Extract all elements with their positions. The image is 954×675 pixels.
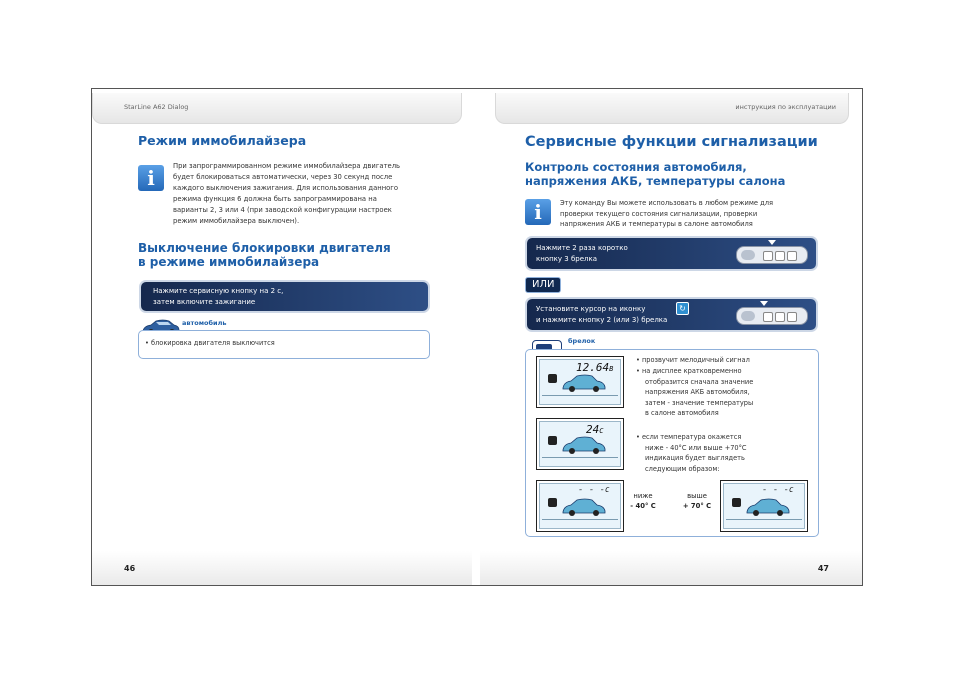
bullet-melody: • прозвучит мелодичный сигнал — [636, 356, 750, 364]
disable-title: Выключение блокировки двигателя в режиме иммобилайзера — [138, 241, 391, 269]
car-display-icon — [562, 497, 606, 517]
result-bullet: • блокировка двигателя выключится — [145, 339, 275, 347]
car-display-icon — [562, 435, 606, 455]
info-icon: i — [138, 165, 164, 191]
lcd-status-row — [542, 519, 618, 526]
car-display-icon — [562, 373, 606, 393]
right-header-text: инструкция по эксплуатации — [735, 103, 836, 111]
below-value: - 40° С — [630, 502, 656, 510]
step2-box: Установите курсор на иконку и нажмите кнопку 2 (или 3) брелка ↻ — [527, 299, 816, 330]
right-page-number: 47 — [817, 564, 829, 573]
car-display-icon — [746, 497, 790, 517]
lcd-voltage-value: 12.64В — [576, 361, 614, 374]
lcd-above-range — [720, 480, 808, 532]
immobilizer-info: При запрограммированном режиме иммобилайзера двигатель будет блокироваться автоматически, через 30 секунд после каждого выключения зажигания. Для использования данного режима функция 6 должна быть запрограммирована на варианты 2, 3 или 4 (при заводской конфигурации настроек режим иммобилайзера выключен). — [173, 162, 401, 225]
keyfob-icon — [736, 307, 808, 325]
fob-arrow-icon — [760, 301, 768, 306]
service-title: Сервисные функции сигнализации — [525, 134, 818, 150]
lcd-status-row — [542, 395, 618, 402]
lcd-dash-value: - - -С — [578, 485, 610, 495]
step1-box: Нажмите 2 раза коротко кнопку 3 брелка — [527, 238, 816, 269]
or-label: ИЛИ — [525, 277, 561, 293]
right-header — [495, 93, 849, 124]
left-header — [92, 93, 462, 124]
left-page-number: 46 — [124, 564, 136, 573]
car-label: автомобиль — [182, 319, 227, 327]
left-page — [92, 89, 472, 585]
lcd-below-range — [536, 480, 624, 532]
bullet-display: • на дисплее кратковременно отобразится сначала значение напряжения АКБ автомобиля, затем - значение температуры в салоне автомобиля — [636, 367, 754, 417]
lock-icon — [548, 498, 557, 507]
above-value: + 70° С — [682, 502, 712, 510]
right-page — [480, 89, 862, 585]
fob-arrow-icon — [768, 240, 776, 245]
fob-display-box — [525, 349, 819, 537]
immobilizer-title: Режим иммобилайзера — [138, 133, 307, 148]
info-icon: i — [525, 199, 551, 225]
lcd-status-row — [726, 519, 802, 526]
keyfob-icon — [736, 246, 808, 264]
lcd-voltage — [536, 356, 624, 408]
left-header-text: StarLine A62 Dialog — [124, 103, 189, 111]
fob-label: брелок — [568, 337, 596, 345]
refresh-icon: ↻ — [676, 302, 689, 315]
lcd-status-row — [542, 457, 618, 464]
left-footer — [92, 551, 472, 585]
lcd-temp-value: 24С — [586, 423, 604, 436]
lcd-temperature — [536, 418, 624, 470]
right-footer — [480, 551, 862, 585]
below-label: ниже — [633, 492, 653, 500]
lcd-dash-value: - - -С — [762, 485, 794, 495]
lock-icon — [548, 374, 557, 383]
service-subtitle: Контроль состояния автомобиля, напряжения АКБ, температуры салона — [525, 160, 786, 188]
above-label: выше — [687, 492, 707, 500]
bullet-range: • если температура окажется ниже - 40°С или выше +70°С индикация будет выглядеть следующим образом: — [636, 433, 747, 473]
lock-icon — [548, 436, 557, 445]
disable-instruction-box: Нажмите сервисную кнопку на 2 с, затем включите зажигание — [141, 282, 428, 311]
service-info: Эту команду Вы можете использовать в любом режиме для проверки текущего состояния сигнализации, проверки напряжения АКБ и температуры в салоне автомобиля — [560, 199, 774, 228]
manual-spread — [91, 88, 863, 586]
disable-result-box — [138, 330, 430, 359]
lock-icon — [732, 498, 741, 507]
